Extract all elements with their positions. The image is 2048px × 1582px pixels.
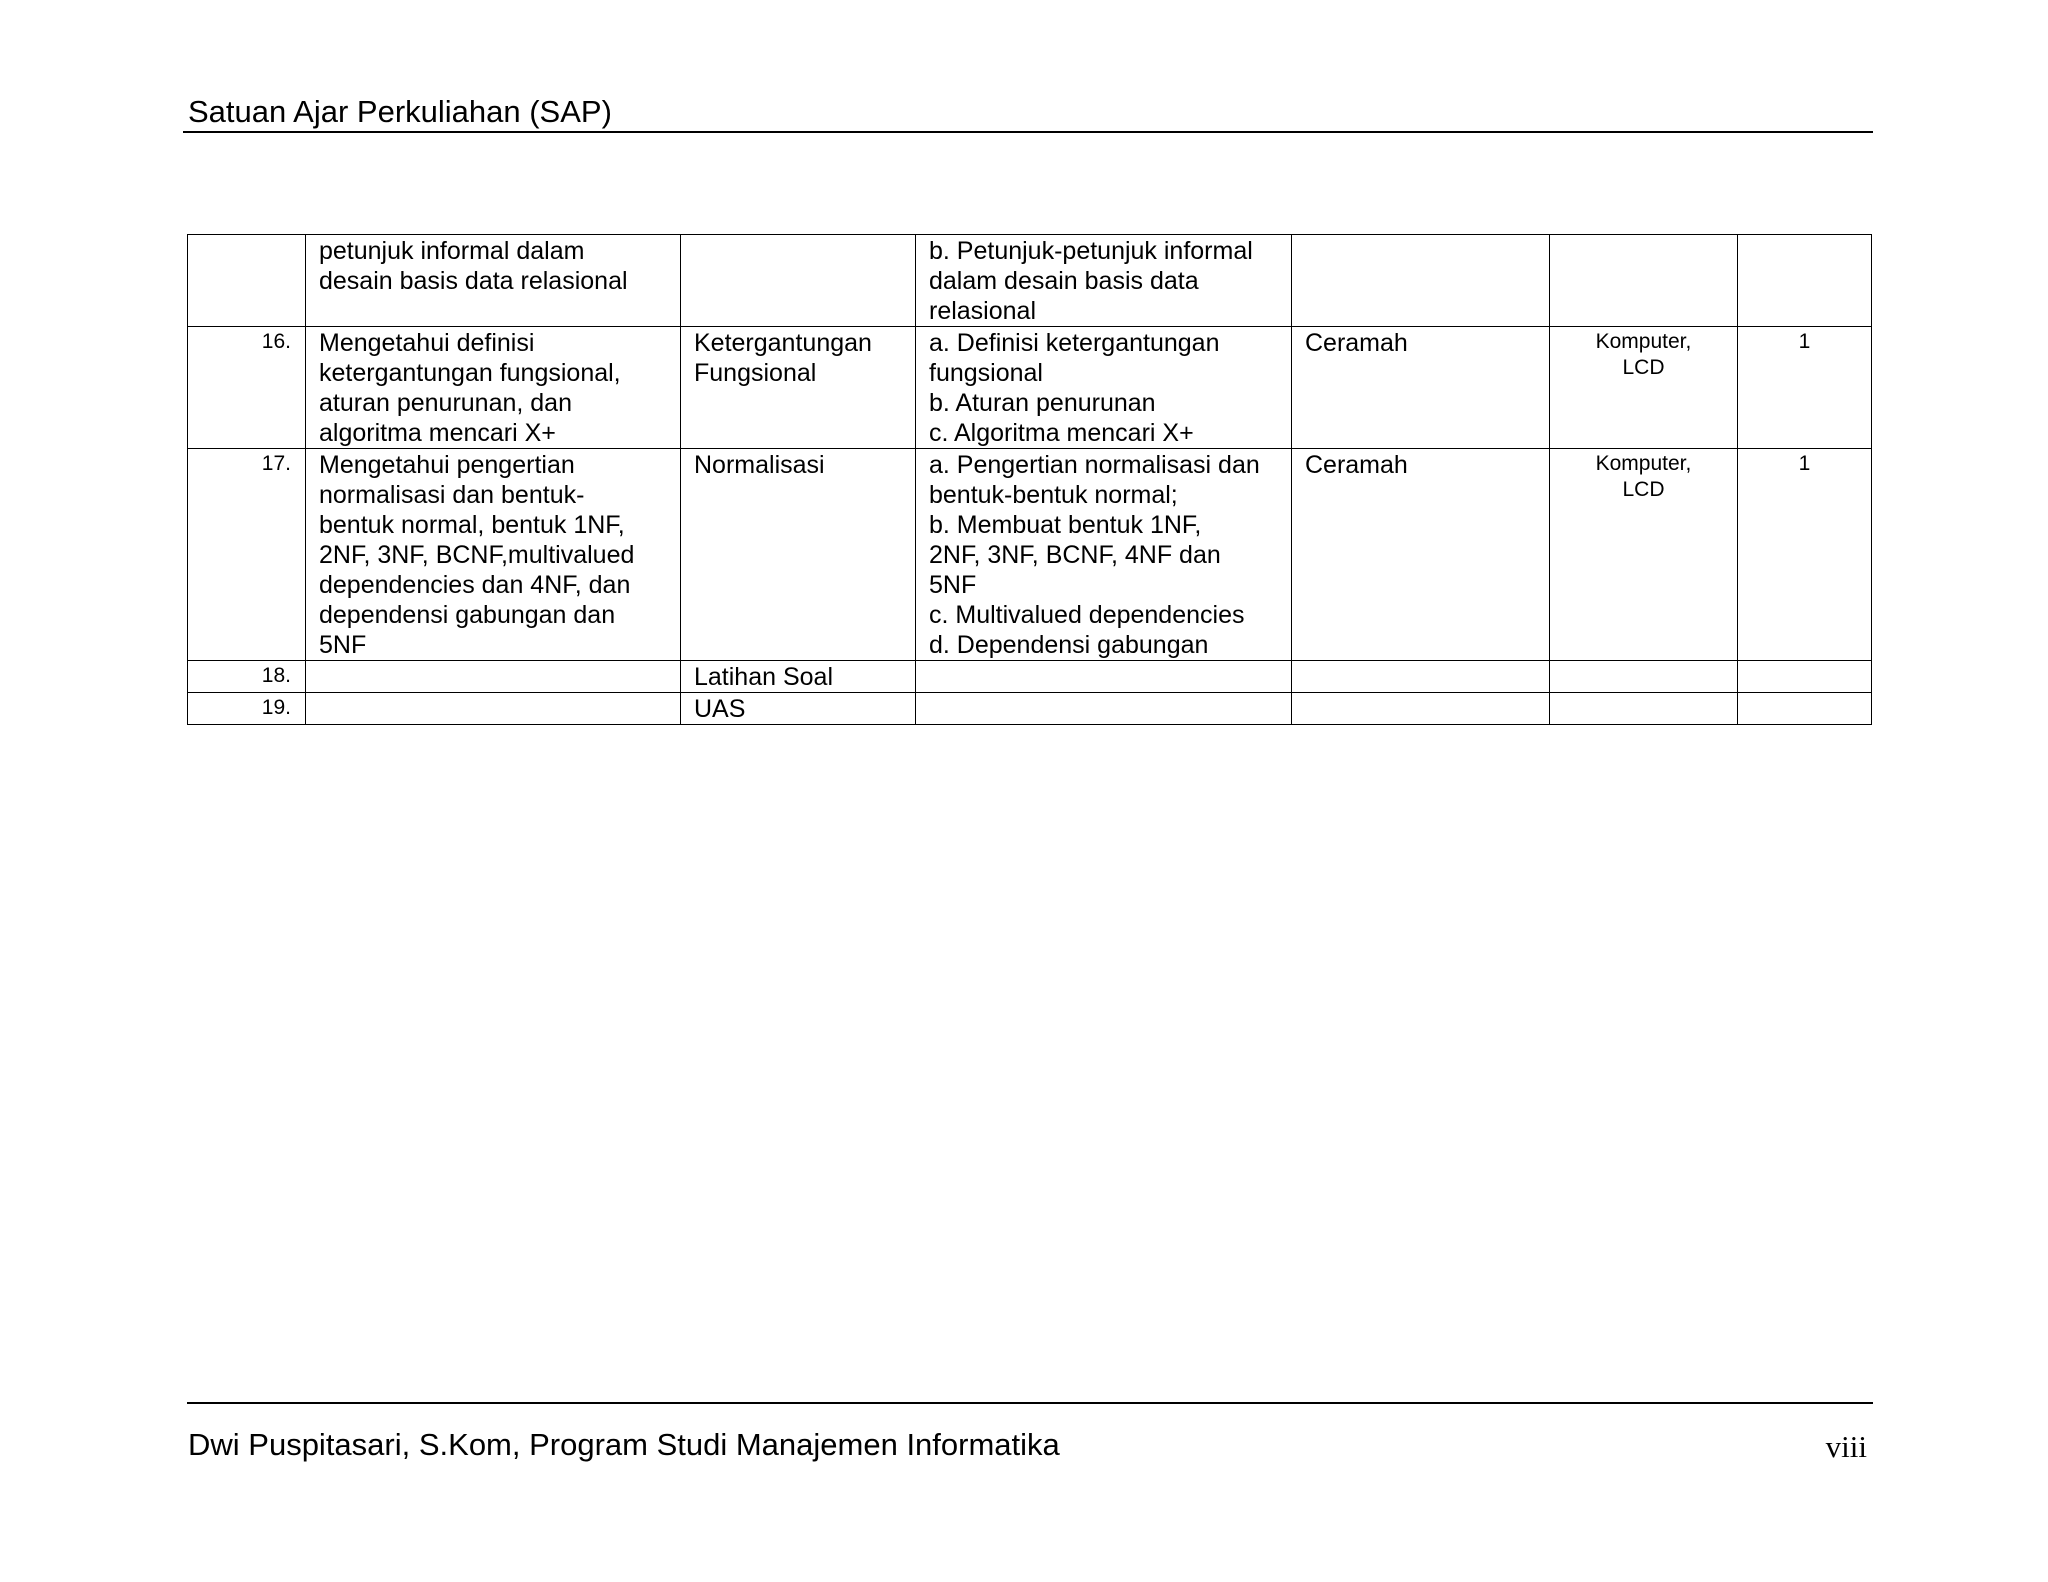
- media-line: Komputer,: [1595, 452, 1692, 475]
- objective-line: desain basis data relasional: [319, 267, 628, 295]
- topic-line: Fungsional: [694, 359, 817, 387]
- topic-cell: [681, 661, 916, 693]
- allocation-cell: [1738, 661, 1872, 693]
- topic-cell: [681, 235, 916, 327]
- objective-cell: [306, 327, 681, 449]
- objective-cell: [306, 235, 681, 327]
- subtopic-line: c. Algoritma mencari X+: [929, 419, 1194, 447]
- page-header-title: Satuan Ajar Perkuliahan (SAP): [188, 94, 612, 129]
- topic-line: Ketergantungan: [694, 329, 872, 357]
- allocation-cell: [1738, 693, 1872, 725]
- objective-line: Mengetahui definisi: [319, 329, 535, 357]
- media-cell: [1550, 449, 1738, 661]
- page-number: viii: [1825, 1429, 1867, 1464]
- topic-line: Latihan Soal: [694, 663, 834, 691]
- subtopic-line: dalam desain basis data: [929, 267, 1199, 295]
- table-row: [188, 449, 1872, 661]
- objective-cell: [306, 661, 681, 693]
- table-row: [188, 693, 1872, 725]
- topic-line: UAS: [694, 695, 746, 723]
- method-cell: [1292, 661, 1550, 693]
- topic-line: Normalisasi: [694, 451, 825, 479]
- table-row: [188, 235, 1872, 327]
- media-line: LCD: [1622, 356, 1665, 379]
- subtopics-cell: [916, 693, 1292, 725]
- subtopics-cell: [916, 449, 1292, 661]
- objective-line: ketergantungan fungsional,: [319, 359, 621, 387]
- subtopic-line: relasional: [929, 297, 1037, 325]
- allocation-cell: [1738, 235, 1872, 327]
- media-cell: [1550, 235, 1738, 327]
- sap-schedule-table: [187, 234, 1872, 725]
- media-cell: [1550, 327, 1738, 449]
- topic-cell: [681, 449, 916, 661]
- subtopic-line: b. Aturan penurunan: [929, 389, 1156, 417]
- meeting-number-cell: 18.: [188, 661, 306, 693]
- objective-line: normalisasi dan bentuk-: [319, 481, 585, 509]
- method-cell: [1292, 235, 1550, 327]
- objective-cell: [306, 449, 681, 661]
- footer-divider: [187, 1402, 1873, 1404]
- objective-line: dependensi gabungan dan: [319, 601, 616, 629]
- subtopics-cell: [916, 327, 1292, 449]
- objective-line: petunjuk informal dalam: [319, 237, 585, 265]
- subtopics-cell: [916, 235, 1292, 327]
- meeting-number-cell: 16.: [188, 327, 306, 449]
- objective-line: Mengetahui pengertian: [319, 451, 575, 479]
- footer-author-line: Dwi Puspitasari, S.Kom, Program Studi Manajemen Informatika: [188, 1427, 1060, 1462]
- subtopic-line: c. Multivalued dependencies: [929, 601, 1245, 629]
- objective-line: 5NF: [319, 631, 367, 659]
- table-row: [188, 327, 1872, 449]
- media-line: LCD: [1622, 478, 1665, 501]
- table-row: [188, 661, 1872, 693]
- subtopic-line: 2NF, 3NF, BCNF, 4NF dan: [929, 541, 1221, 569]
- allocation-cell: 1: [1738, 327, 1872, 449]
- objective-line: algoritma mencari X+: [319, 419, 556, 447]
- objective-line: bentuk normal, bentuk 1NF,: [319, 511, 625, 539]
- subtopic-line: fungsional: [929, 359, 1043, 387]
- objective-line: 2NF, 3NF, BCNF,multivalued: [319, 541, 635, 569]
- subtopic-line: a. Pengertian normalisasi dan: [929, 451, 1260, 479]
- media-cell: [1550, 661, 1738, 693]
- subtopic-line: bentuk-bentuk normal;: [929, 481, 1178, 509]
- objective-line: dependencies dan 4NF, dan: [319, 571, 631, 599]
- meeting-number-cell: 19.: [188, 693, 306, 725]
- objective-cell: [306, 693, 681, 725]
- subtopics-cell: [916, 661, 1292, 693]
- method-cell: Ceramah: [1292, 449, 1550, 661]
- method-cell: Ceramah: [1292, 327, 1550, 449]
- topic-cell: [681, 327, 916, 449]
- meeting-number-cell: [188, 235, 306, 327]
- allocation-cell: 1: [1738, 449, 1872, 661]
- meeting-number-cell: 17.: [188, 449, 306, 661]
- subtopic-line: b. Membuat bentuk 1NF,: [929, 511, 1202, 539]
- media-line: Komputer,: [1595, 330, 1692, 353]
- objective-line: aturan penurunan, dan: [319, 389, 572, 417]
- method-cell: [1292, 693, 1550, 725]
- subtopic-line: b. Petunjuk-petunjuk informal: [929, 237, 1253, 265]
- subtopic-line: 5NF: [929, 571, 977, 599]
- subtopic-line: d. Dependensi gabungan: [929, 631, 1209, 659]
- subtopic-line: a. Definisi ketergantungan: [929, 329, 1220, 357]
- topic-cell: [681, 693, 916, 725]
- media-cell: [1550, 693, 1738, 725]
- header-divider: [183, 131, 1873, 133]
